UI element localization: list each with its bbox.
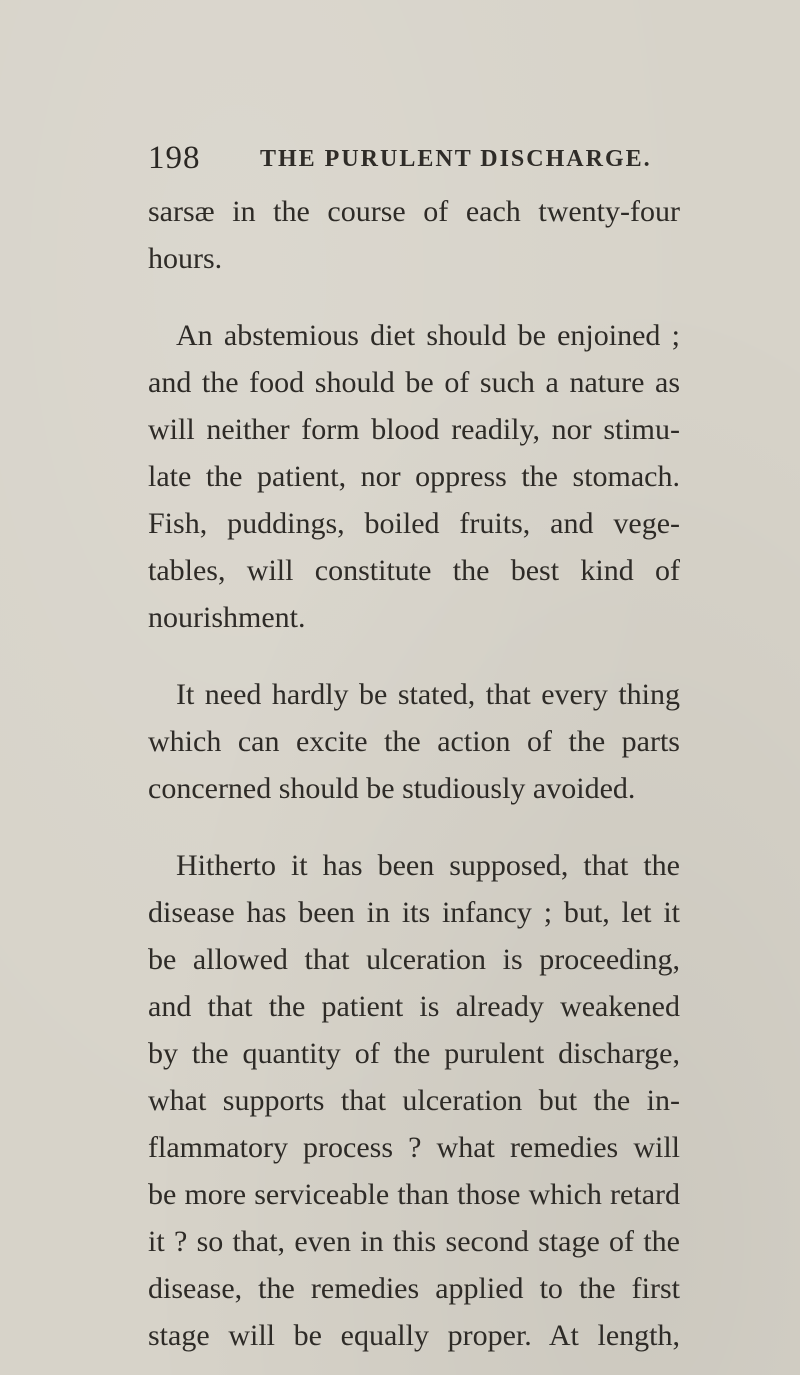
text-line: hours. — [148, 242, 223, 275]
paragraph — [148, 842, 680, 1359]
text-line: it ? so that, even in this second stage of the — [148, 1225, 680, 1258]
body-text — [148, 188, 680, 1359]
text-line: be allowed that ulceration is proceeding, — [148, 943, 680, 976]
text-line: disease has been in its infancy ; but, let it — [148, 896, 680, 929]
text-line: will neither form blood readily, nor stimu- — [148, 413, 680, 446]
text-line: flammatory process ? what remedies will — [148, 1131, 680, 1164]
text-line: late the patient, nor oppress the stomach. — [148, 460, 680, 493]
text-line: An abstemious diet should be enjoined ; — [176, 319, 680, 352]
text-line: be more serviceable than those which retard — [148, 1178, 680, 1211]
text-line: stage will be equally proper. At length, — [148, 1319, 680, 1352]
text-line: and the food should be of such a nature as — [148, 366, 680, 399]
text-line: and that the patient is already weakened — [148, 990, 680, 1023]
paragraph — [148, 671, 680, 812]
paragraph — [148, 312, 680, 641]
running-head: THE PURULENT DISCHARGE. — [260, 146, 652, 172]
text-line: Hitherto it has been supposed, that the — [176, 849, 680, 882]
text-line: disease, the remedies applied to the first — [148, 1272, 680, 1305]
text-line: by the quantity of the purulent discharge, — [148, 1037, 680, 1070]
text-line: tables, will constitute the best kind of — [148, 554, 680, 587]
text-line: sarsæ in the course of each twenty-four — [148, 195, 680, 228]
text-line: what supports that ulceration but the in- — [148, 1084, 680, 1117]
page-header — [148, 140, 708, 180]
page-number: 198 — [148, 140, 201, 176]
paragraph — [148, 188, 680, 282]
text-line: Fish, puddings, boiled fruits, and vege- — [148, 507, 680, 540]
text-line: which can excite the action of the parts — [148, 725, 680, 758]
text-line: It need hardly be stated, that every thing — [176, 678, 680, 711]
text-line: nourishment. — [148, 601, 306, 634]
text-line: concerned should be studiously avoided. — [148, 772, 636, 805]
